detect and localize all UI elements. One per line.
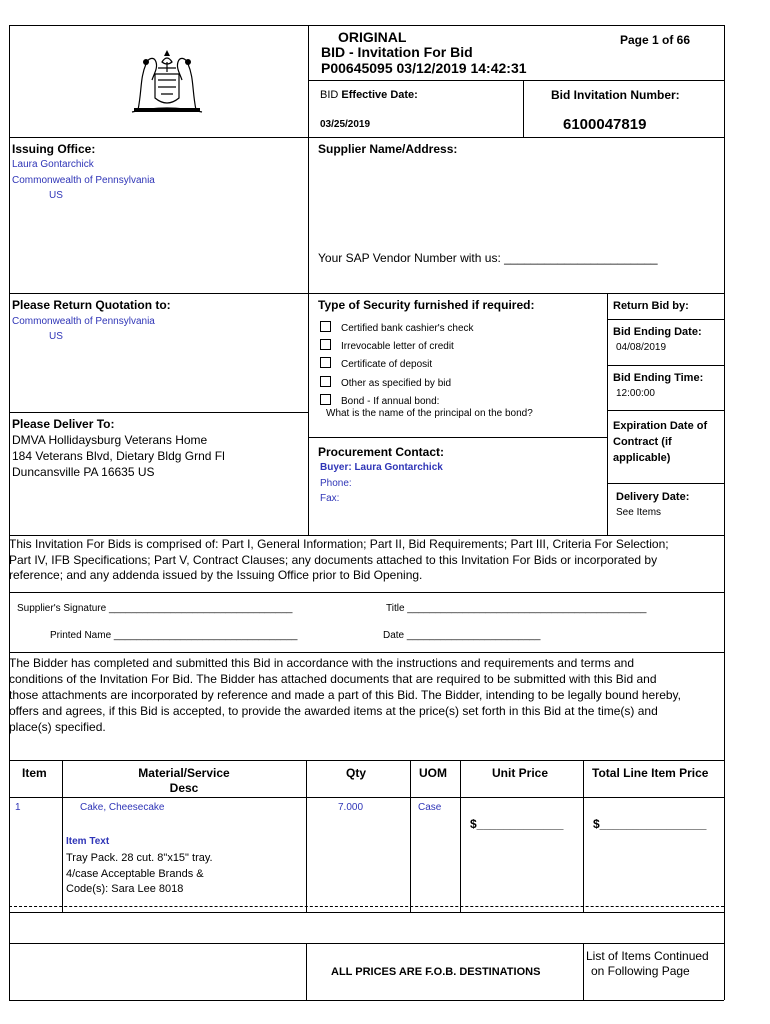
delivery-date-label: Delivery Date: — [616, 491, 690, 503]
deliver-to-label: Please Deliver To: — [12, 417, 115, 431]
bid-ending-date-label: Bid Ending Date: — [613, 326, 702, 338]
checkbox[interactable] — [320, 376, 331, 387]
checkbox[interactable] — [320, 321, 331, 332]
expiration-label: Expiration Date of Contract (if applicable) — [613, 420, 708, 464]
seal-logo — [128, 50, 206, 118]
issuing-office-country: US — [49, 190, 63, 201]
col-header-total: Total Line Item Price — [592, 766, 709, 780]
procurement-fax: Fax: — [320, 493, 340, 504]
procurement-buyer: Buyer: Laura Gontarchick — [320, 462, 443, 473]
principal-question: What is the name of the principal on the bond? — [326, 408, 533, 419]
doc-status: ORIGINAL — [338, 29, 407, 45]
unit-price-field[interactable]: $_____________ — [470, 817, 564, 831]
checkbox[interactable] — [320, 357, 331, 368]
row-desc: Cake, Cheesecake — [80, 802, 165, 813]
deliver-to-address: DMVA Hollidaysburg Veterans Home 184 Veterans Blvd, Dietary Bldg Grnd Fl Duncansville PA 16635 US — [12, 433, 225, 479]
row-uom: Case — [418, 802, 442, 813]
item-text: Tray Pack. 28 cut. 8"x15" tray. 4/case Acceptable Brands & Code(s): Sara Lee 8018 — [66, 852, 213, 895]
security-option-certificate-of-deposit[interactable]: Certificate of deposit — [320, 356, 474, 374]
security-option-bond[interactable]: Bond - If annual bond: — [320, 393, 474, 411]
title-field[interactable]: Title ___________________________________________ — [386, 603, 647, 614]
return-quotation-org: Commonwealth of Pennsylvania — [12, 316, 155, 327]
col-header-item: Item — [22, 766, 47, 780]
date-field[interactable]: Date ________________________ — [383, 630, 541, 641]
procurement-contact-label: Procurement Contact: — [318, 445, 445, 459]
fob-note: ALL PRICES ARE F.O.B. DESTINATIONS — [331, 966, 541, 978]
security-label: Type of Security furnished if required: — [318, 298, 535, 312]
delivery-date: See Items — [616, 507, 662, 518]
effective-date-label: BID Effective Date: — [320, 89, 418, 101]
bidder-statement: The Bidder has completed and submitted this Bid in accordance with the instructions and requirements and terms and conditions of the Invitation For Bid. The Bidder has attached documents that are required to be submitted with this Bid and those attachments are incorporated by reference and made a part of this Bid. The Bidder, intending to be legally bound hereby, offers and agrees, if this Bid is accepted, to provide the awarded items at the price(s) set forth in this Bid at the time(s) and place(s) specified. — [9, 656, 681, 734]
security-options — [320, 320, 474, 411]
items-continued-note: List of Items Continued on Following Page — [586, 949, 709, 978]
security-option-letter-of-credit[interactable]: Irrevocable letter of credit — [320, 338, 474, 356]
checkbox[interactable] — [320, 394, 331, 405]
security-option-cashiers-check[interactable]: Certified bank cashier's check — [320, 320, 474, 338]
checkbox[interactable] — [320, 339, 331, 350]
issuing-office-org: Commonwealth of Pennsylvania — [12, 175, 155, 186]
return-quotation-country: US — [49, 331, 63, 342]
bid-ending-date: 04/08/2019 — [616, 342, 667, 353]
col-header-desc: Material/Service Desc — [138, 766, 230, 795]
doc-type: BID - Invitation For Bid — [321, 44, 473, 60]
col-header-unit-price: Unit Price — [492, 766, 549, 780]
intro-paragraph: This Invitation For Bids is comprised of: Part I, General Information; Part II, Bid Requirements; Part III, Criteria For Selection; Part IV, IFB Specifications; Part V, Contract Clauses; any documents attached to this Invitation For Bids or incorporated by reference; and any addenda issued by the Issuing Office prior to Bid Opening. — [9, 537, 669, 582]
row-qty: 7.000 — [338, 802, 364, 813]
return-bid-by-label: Return Bid by: — [613, 300, 689, 312]
issuing-office-contact: Laura Gontarchick — [12, 159, 94, 170]
row-item-number: 1 — [15, 802, 21, 813]
procurement-phone: Phone: — [320, 478, 352, 489]
vendor-number-field[interactable]: Your SAP Vendor Number with us: _______________________ — [318, 251, 658, 265]
security-option-other[interactable]: Other as specified by bid — [320, 375, 474, 393]
supplier-label: Supplier Name/Address: — [318, 142, 458, 156]
doc-id: P00645095 03/12/2019 14:42:31 — [321, 60, 527, 76]
invitation-number-label: Bid Invitation Number: — [551, 88, 680, 102]
col-header-uom: UOM — [419, 766, 447, 780]
issuing-office-label: Issuing Office: — [12, 142, 96, 156]
bid-ending-time: 12:00:00 — [616, 388, 655, 399]
page-number: Page 1 of 66 — [620, 33, 691, 47]
bid-ending-time-label: Bid Ending Time: — [613, 372, 704, 384]
item-text-label: Item Text — [66, 836, 110, 847]
supplier-signature-field[interactable]: Supplier's Signature _________________________________ — [17, 603, 293, 614]
effective-date: 03/25/2019 — [320, 119, 371, 130]
return-quotation-label: Please Return Quotation to: — [12, 298, 171, 312]
col-header-qty: Qty — [346, 766, 367, 780]
total-price-field[interactable]: $________________ — [593, 817, 707, 831]
printed-name-field[interactable]: Printed Name _________________________________ — [50, 630, 298, 641]
invitation-number: 6100047819 — [563, 116, 647, 133]
